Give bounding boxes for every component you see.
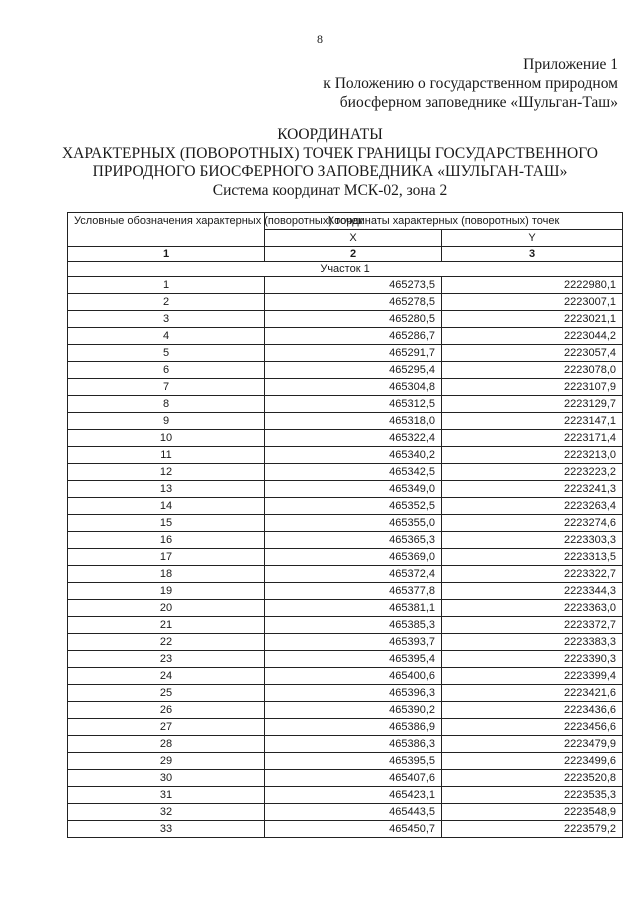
section-label: Участок 1 <box>68 262 623 277</box>
point-cell: 9 <box>68 413 265 430</box>
point-cell: 24 <box>68 668 265 685</box>
table-row <box>68 277 623 294</box>
point-cell: 17 <box>68 549 265 566</box>
table-row <box>68 294 623 311</box>
appendix-note <box>323 55 618 112</box>
point-cell: 33 <box>68 821 265 838</box>
x-coordinate-cell: 465396,3 <box>265 685 442 702</box>
point-cell: 1 <box>68 277 265 294</box>
x-coordinate-cell: 465393,7 <box>265 634 442 651</box>
y-coordinate-cell: 2223344,3 <box>442 583 623 600</box>
header-points: Условные обозначения характерных (поворотных) точек <box>68 213 265 247</box>
point-cell: 6 <box>68 362 265 379</box>
x-coordinate-cell: 465400,6 <box>265 668 442 685</box>
y-coordinate-cell: 2223548,9 <box>442 804 623 821</box>
table-row <box>68 804 623 821</box>
table-row <box>68 498 623 515</box>
point-cell: 15 <box>68 515 265 532</box>
x-coordinate-cell: 465312,5 <box>265 396 442 413</box>
x-coordinate-cell: 465352,5 <box>265 498 442 515</box>
point-cell: 12 <box>68 464 265 481</box>
table-row <box>68 396 623 413</box>
x-coordinate-cell: 465450,7 <box>265 821 442 838</box>
y-coordinate-cell: 2223383,3 <box>442 634 623 651</box>
y-coordinate-cell: 2223107,9 <box>442 379 623 396</box>
y-coordinate-cell: 2223390,3 <box>442 651 623 668</box>
x-coordinate-cell: 465365,3 <box>265 532 442 549</box>
y-coordinate-cell: 2223579,2 <box>442 821 623 838</box>
table-row <box>68 702 623 719</box>
y-coordinate-cell: 2223303,3 <box>442 532 623 549</box>
x-coordinate-cell: 465286,7 <box>265 328 442 345</box>
x-coordinate-cell: 465390,2 <box>265 702 442 719</box>
x-coordinate-cell: 465273,5 <box>265 277 442 294</box>
table-row <box>68 549 623 566</box>
point-cell: 2 <box>68 294 265 311</box>
y-coordinate-cell: 2223057,4 <box>442 345 623 362</box>
x-coordinate-cell: 465278,5 <box>265 294 442 311</box>
table-row <box>68 345 623 362</box>
x-coordinate-cell: 465355,0 <box>265 515 442 532</box>
point-cell: 27 <box>68 719 265 736</box>
column-number-1: 1 <box>68 247 265 262</box>
table-row <box>68 447 623 464</box>
point-cell: 22 <box>68 634 265 651</box>
title-line-3: ПРИРОДНОГО БИОСФЕРНОГО ЗАПОВЕДНИКА «ШУЛЬГАН-ТАШ» <box>92 163 568 180</box>
page-number: 8 <box>317 32 323 46</box>
point-cell: 4 <box>68 328 265 345</box>
table-row <box>68 634 623 651</box>
table-row <box>68 566 623 583</box>
section-row <box>68 262 623 277</box>
column-numbers-row <box>68 247 623 262</box>
title-line-1: КООРДИНАТЫ <box>277 126 383 143</box>
y-coordinate-cell: 2223399,4 <box>442 668 623 685</box>
x-coordinate-cell: 465340,2 <box>265 447 442 464</box>
table-row <box>68 787 623 804</box>
appendix-line-2: к Положению о государственном природном <box>323 75 618 92</box>
x-coordinate-cell: 465395,4 <box>265 651 442 668</box>
y-coordinate-cell: 2223372,7 <box>442 617 623 634</box>
table-row <box>68 685 623 702</box>
column-number-2: 2 <box>265 247 442 262</box>
x-coordinate-cell: 465386,9 <box>265 719 442 736</box>
x-coordinate-cell: 465342,5 <box>265 464 442 481</box>
table-row <box>68 753 623 770</box>
x-coordinate-cell: 465385,3 <box>265 617 442 634</box>
point-cell: 28 <box>68 736 265 753</box>
point-cell: 26 <box>68 702 265 719</box>
point-cell: 3 <box>68 311 265 328</box>
appendix-line-3: биосферном заповеднике «Шульган-Таш» <box>339 94 618 111</box>
header-y: Y <box>442 230 623 247</box>
column-number-3: 3 <box>442 247 623 262</box>
y-coordinate-cell: 2223479,9 <box>442 736 623 753</box>
point-cell: 13 <box>68 481 265 498</box>
point-cell: 8 <box>68 396 265 413</box>
x-coordinate-cell: 465291,7 <box>265 345 442 362</box>
y-coordinate-cell: 2223021,1 <box>442 311 623 328</box>
point-cell: 20 <box>68 600 265 617</box>
table-row <box>68 583 623 600</box>
point-cell: 29 <box>68 753 265 770</box>
table-row <box>68 464 623 481</box>
document-title <box>30 126 630 200</box>
point-cell: 21 <box>68 617 265 634</box>
x-coordinate-cell: 465443,5 <box>265 804 442 821</box>
y-coordinate-cell: 2223436,6 <box>442 702 623 719</box>
x-coordinate-cell: 465407,6 <box>265 770 442 787</box>
point-cell: 16 <box>68 532 265 549</box>
point-cell: 5 <box>68 345 265 362</box>
table-row <box>68 362 623 379</box>
table-row <box>68 617 623 634</box>
y-coordinate-cell: 2223313,5 <box>442 549 623 566</box>
y-coordinate-cell: 2223044,2 <box>442 328 623 345</box>
x-coordinate-cell: 465372,4 <box>265 566 442 583</box>
table-row <box>68 481 623 498</box>
y-coordinate-cell: 2223171,4 <box>442 430 623 447</box>
y-coordinate-cell: 2223421,6 <box>442 685 623 702</box>
coordinates-table <box>67 212 623 838</box>
point-cell: 19 <box>68 583 265 600</box>
y-coordinate-cell: 2223223,2 <box>442 464 623 481</box>
table-row <box>68 413 623 430</box>
y-coordinate-cell: 2223263,4 <box>442 498 623 515</box>
x-coordinate-cell: 465322,4 <box>265 430 442 447</box>
table-row <box>68 430 623 447</box>
x-coordinate-cell: 465295,4 <box>265 362 442 379</box>
point-cell: 7 <box>68 379 265 396</box>
x-coordinate-cell: 465304,8 <box>265 379 442 396</box>
table-row <box>68 379 623 396</box>
y-coordinate-cell: 2223274,6 <box>442 515 623 532</box>
y-coordinate-cell: 2223322,7 <box>442 566 623 583</box>
y-coordinate-cell: 2223363,0 <box>442 600 623 617</box>
table-row <box>68 736 623 753</box>
table-row <box>68 328 623 345</box>
table-row <box>68 515 623 532</box>
appendix-line-1: Приложение 1 <box>523 56 618 73</box>
header-x: X <box>265 230 442 247</box>
point-cell: 31 <box>68 787 265 804</box>
y-coordinate-cell: 2223520,8 <box>442 770 623 787</box>
x-coordinate-cell: 465381,1 <box>265 600 442 617</box>
y-coordinate-cell: 2222980,1 <box>442 277 623 294</box>
x-coordinate-cell: 465369,0 <box>265 549 442 566</box>
y-coordinate-cell: 2223499,6 <box>442 753 623 770</box>
table-row <box>68 651 623 668</box>
y-coordinate-cell: 2223007,1 <box>442 294 623 311</box>
coordinate-system: Система координат МСК-02, зона 2 <box>212 181 448 199</box>
x-coordinate-cell: 465395,5 <box>265 753 442 770</box>
point-cell: 10 <box>68 430 265 447</box>
header-coordinates: Координаты характерных (поворотных) точек <box>265 213 623 230</box>
y-coordinate-cell: 2223213,0 <box>442 447 623 464</box>
x-coordinate-cell: 465349,0 <box>265 481 442 498</box>
y-coordinate-cell: 2223241,3 <box>442 481 623 498</box>
y-coordinate-cell: 2223078,0 <box>442 362 623 379</box>
point-cell: 11 <box>68 447 265 464</box>
table-row <box>68 311 623 328</box>
point-cell: 25 <box>68 685 265 702</box>
x-coordinate-cell: 465386,3 <box>265 736 442 753</box>
point-cell: 18 <box>68 566 265 583</box>
table-row <box>68 821 623 838</box>
table-row <box>68 668 623 685</box>
table-row <box>68 719 623 736</box>
y-coordinate-cell: 2223147,1 <box>442 413 623 430</box>
x-coordinate-cell: 465377,8 <box>265 583 442 600</box>
y-coordinate-cell: 2223535,3 <box>442 787 623 804</box>
point-cell: 30 <box>68 770 265 787</box>
table-row <box>68 532 623 549</box>
point-cell: 14 <box>68 498 265 515</box>
table-row <box>68 600 623 617</box>
y-coordinate-cell: 2223456,6 <box>442 719 623 736</box>
table-row <box>68 770 623 787</box>
x-coordinate-cell: 465423,1 <box>265 787 442 804</box>
x-coordinate-cell: 465280,5 <box>265 311 442 328</box>
y-coordinate-cell: 2223129,7 <box>442 396 623 413</box>
x-coordinate-cell: 465318,0 <box>265 413 442 430</box>
point-cell: 32 <box>68 804 265 821</box>
point-cell: 23 <box>68 651 265 668</box>
title-line-2: ХАРАКТЕРНЫХ (ПОВОРОТНЫХ) ТОЧЕК ГРАНИЦЫ ГОСУДАРСТВЕННОГО <box>61 144 598 162</box>
